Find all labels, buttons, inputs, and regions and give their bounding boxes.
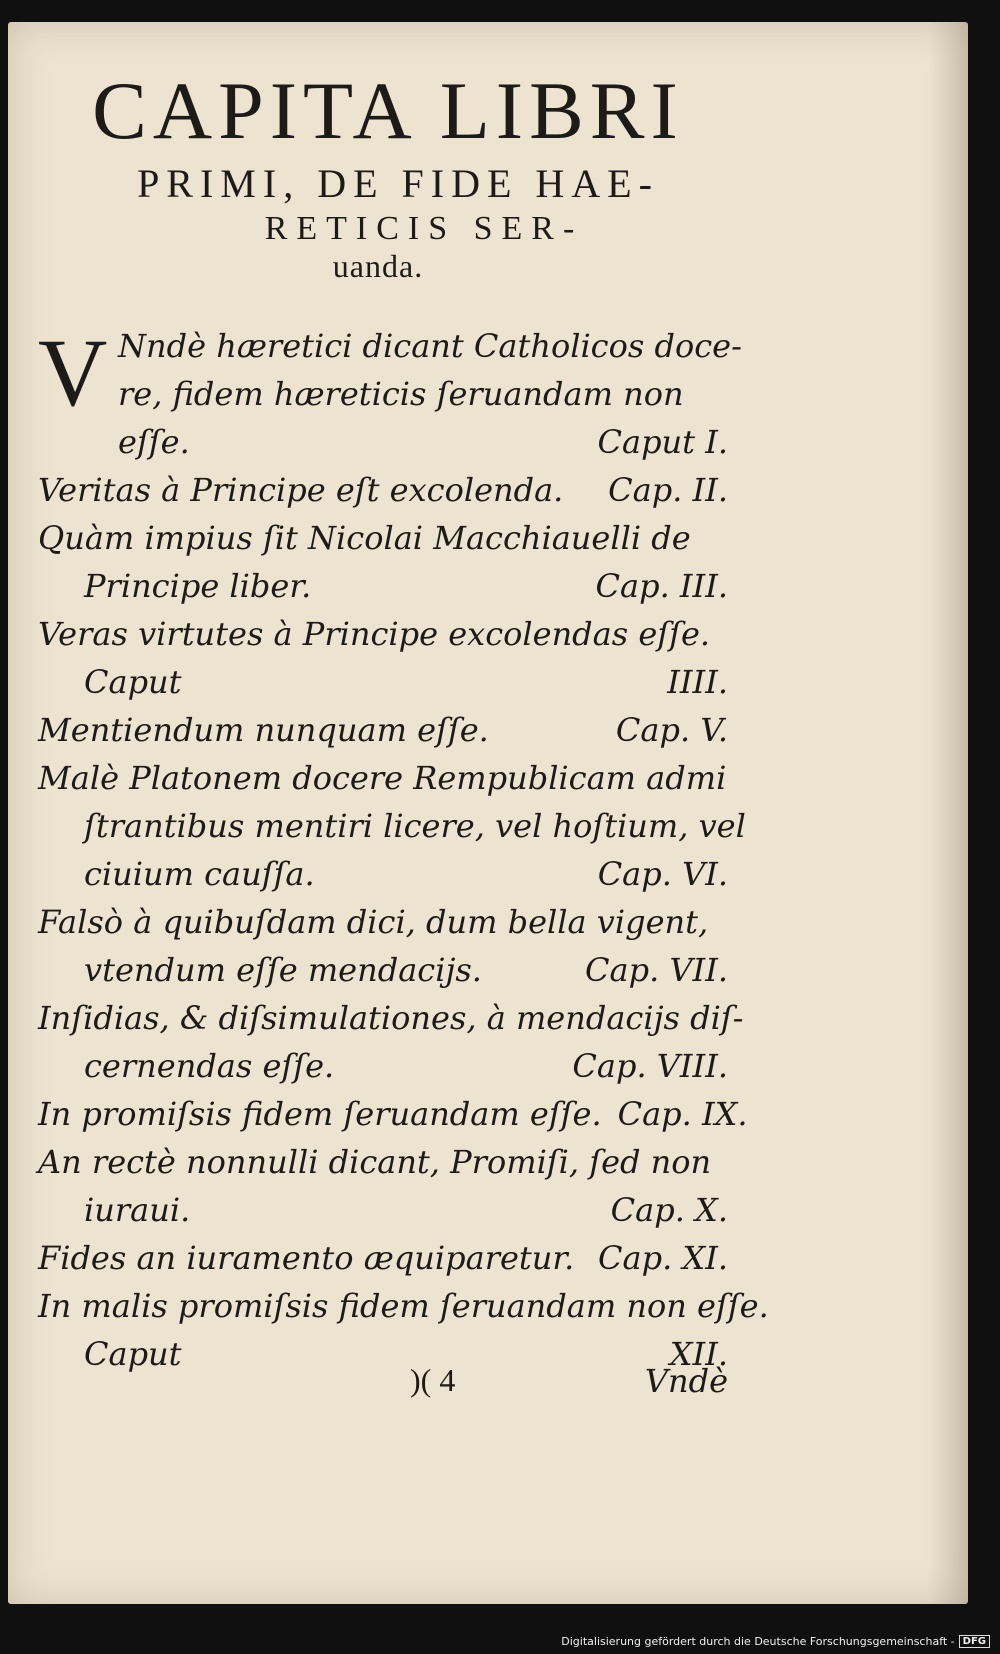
toc-entry <box>38 1234 728 1282</box>
toc-entry <box>38 898 728 994</box>
toc-entry-text: ſtrantibus mentiri licere, vel hoſtium, vel <box>84 807 746 845</box>
toc-entry-text: Falsò à quibuſdam dici, dum bella vigent, <box>38 903 709 941</box>
toc-entry-text: Malè Platonem docere Rempublicam admi <box>38 759 727 797</box>
toc-entry-line <box>38 1138 728 1186</box>
dfg-logo: DFG <box>959 1635 990 1648</box>
toc-entry-text: Inſidias, & diſsimulationes, à mendacijs diſ- <box>38 999 744 1037</box>
toc-entry-text: vtendum eſſe mendacijs. <box>84 951 482 989</box>
toc-entry-text: Nndè hæretici dicant Catholicos doce- <box>118 327 742 365</box>
signature-mark: )( 4 <box>410 1362 456 1398</box>
chapter-number: Cap. VIII. <box>572 1047 728 1085</box>
toc-entry-last-line <box>38 1042 728 1090</box>
toc-entry <box>38 1090 748 1138</box>
toc-entry <box>38 466 728 514</box>
toc-entry-text: Fides an iuramento æquiparetur. <box>38 1239 575 1277</box>
toc-entry-line <box>38 514 728 562</box>
page-edge-shadow <box>928 22 968 1604</box>
toc-entry-last-line <box>38 1234 728 1282</box>
toc-entry-text: Quàm impius ſit Nicolai Macchiauelli de <box>38 519 691 557</box>
toc-entry <box>38 994 744 1090</box>
credit-text: Digitalisierung gefördert durch die Deutsche Forschungsgemeinschaft - <box>561 1635 955 1648</box>
chapter-number: IIII. <box>667 663 728 701</box>
toc-entry-line <box>38 610 728 658</box>
toc-entry-last-line <box>38 946 728 994</box>
toc-entry-line <box>118 322 742 370</box>
toc-entry-text: In malis promiſsis fidem ſeruandam non eſſe. <box>38 1287 769 1325</box>
toc-entry-line <box>38 754 728 802</box>
toc-entry-text: Veras virtutes à Principe excolendas eſſe. <box>38 615 711 653</box>
heading-line-1: CAPITA LIBRI <box>92 65 684 156</box>
toc-entry-last-line <box>38 706 728 754</box>
toc-entry <box>38 514 728 610</box>
toc-entry-last-line <box>38 658 728 706</box>
toc-entry-text: Mentiendum nunquam eſſe. <box>38 711 489 749</box>
chapter-number: Cap. X. <box>610 1191 728 1229</box>
chapter-number: Cap. IX. <box>617 1095 748 1133</box>
toc-entry <box>38 319 742 466</box>
toc-entry <box>38 754 746 898</box>
chapter-number: Cap. V. <box>615 711 728 749</box>
catchword: Vndè <box>644 1362 728 1400</box>
toc-entry-text: ciuium cauſſa. <box>84 855 315 893</box>
toc-entry <box>38 1138 728 1234</box>
toc-entry-last-line <box>38 850 728 898</box>
toc-entry-last-line <box>118 418 728 466</box>
chapter-number: XII. <box>669 1335 728 1373</box>
table-of-contents <box>38 319 769 1378</box>
toc-entry-last-line <box>38 562 728 610</box>
toc-entry-line <box>118 370 728 418</box>
toc-entry <box>38 1282 769 1378</box>
book-page <box>8 22 968 1604</box>
toc-entry-line <box>38 994 744 1042</box>
toc-entry <box>38 706 728 754</box>
toc-entry-line <box>38 1282 769 1330</box>
toc-entry-text: Veritas à Principe eſt excolenda. <box>38 471 564 509</box>
toc-entry-text: Caput <box>84 1335 182 1373</box>
toc-entry-text: Caput <box>84 663 182 701</box>
chapter-number: Cap. III. <box>595 567 728 605</box>
toc-entry-text: eſſe. <box>118 423 190 461</box>
chapter-number: Cap. XI. <box>598 1239 728 1277</box>
toc-entry-text: Principe liber. <box>84 567 312 605</box>
chapter-number: Cap. VI. <box>597 855 728 893</box>
toc-entry-text: In promiſsis fidem ſeruandam eſſe. <box>38 1095 602 1133</box>
heading-line-4: uanda. <box>332 248 424 284</box>
toc-entry-last-line <box>38 1186 728 1234</box>
toc-entry-text: An rectè nonnulli dicant, Promiſi, ſed non <box>38 1143 712 1181</box>
heading-line-3: RETICIS SER- <box>264 210 584 247</box>
toc-entry-text: re, fidem hæreticis ſeruandam non <box>118 375 684 413</box>
digitization-credit <box>561 1635 990 1648</box>
toc-entry-text: iuraui. <box>84 1191 191 1229</box>
toc-entry-last-line <box>38 1090 748 1138</box>
heading-line-2: PRIMI, DE FIDE HAE- <box>137 161 659 206</box>
toc-entry-line <box>38 898 728 946</box>
toc-entry <box>38 610 728 706</box>
chapter-number: Cap. II. <box>608 471 728 509</box>
chapter-number: Cap. VII. <box>585 951 728 989</box>
drop-cap: V <box>38 319 108 426</box>
toc-entry-text: cernendas eſſe. <box>84 1047 335 1085</box>
toc-entry-last-line <box>38 1330 728 1378</box>
chapter-number: Caput I. <box>597 423 728 461</box>
toc-entry-line <box>38 802 746 850</box>
toc-entry-last-line <box>38 466 728 514</box>
